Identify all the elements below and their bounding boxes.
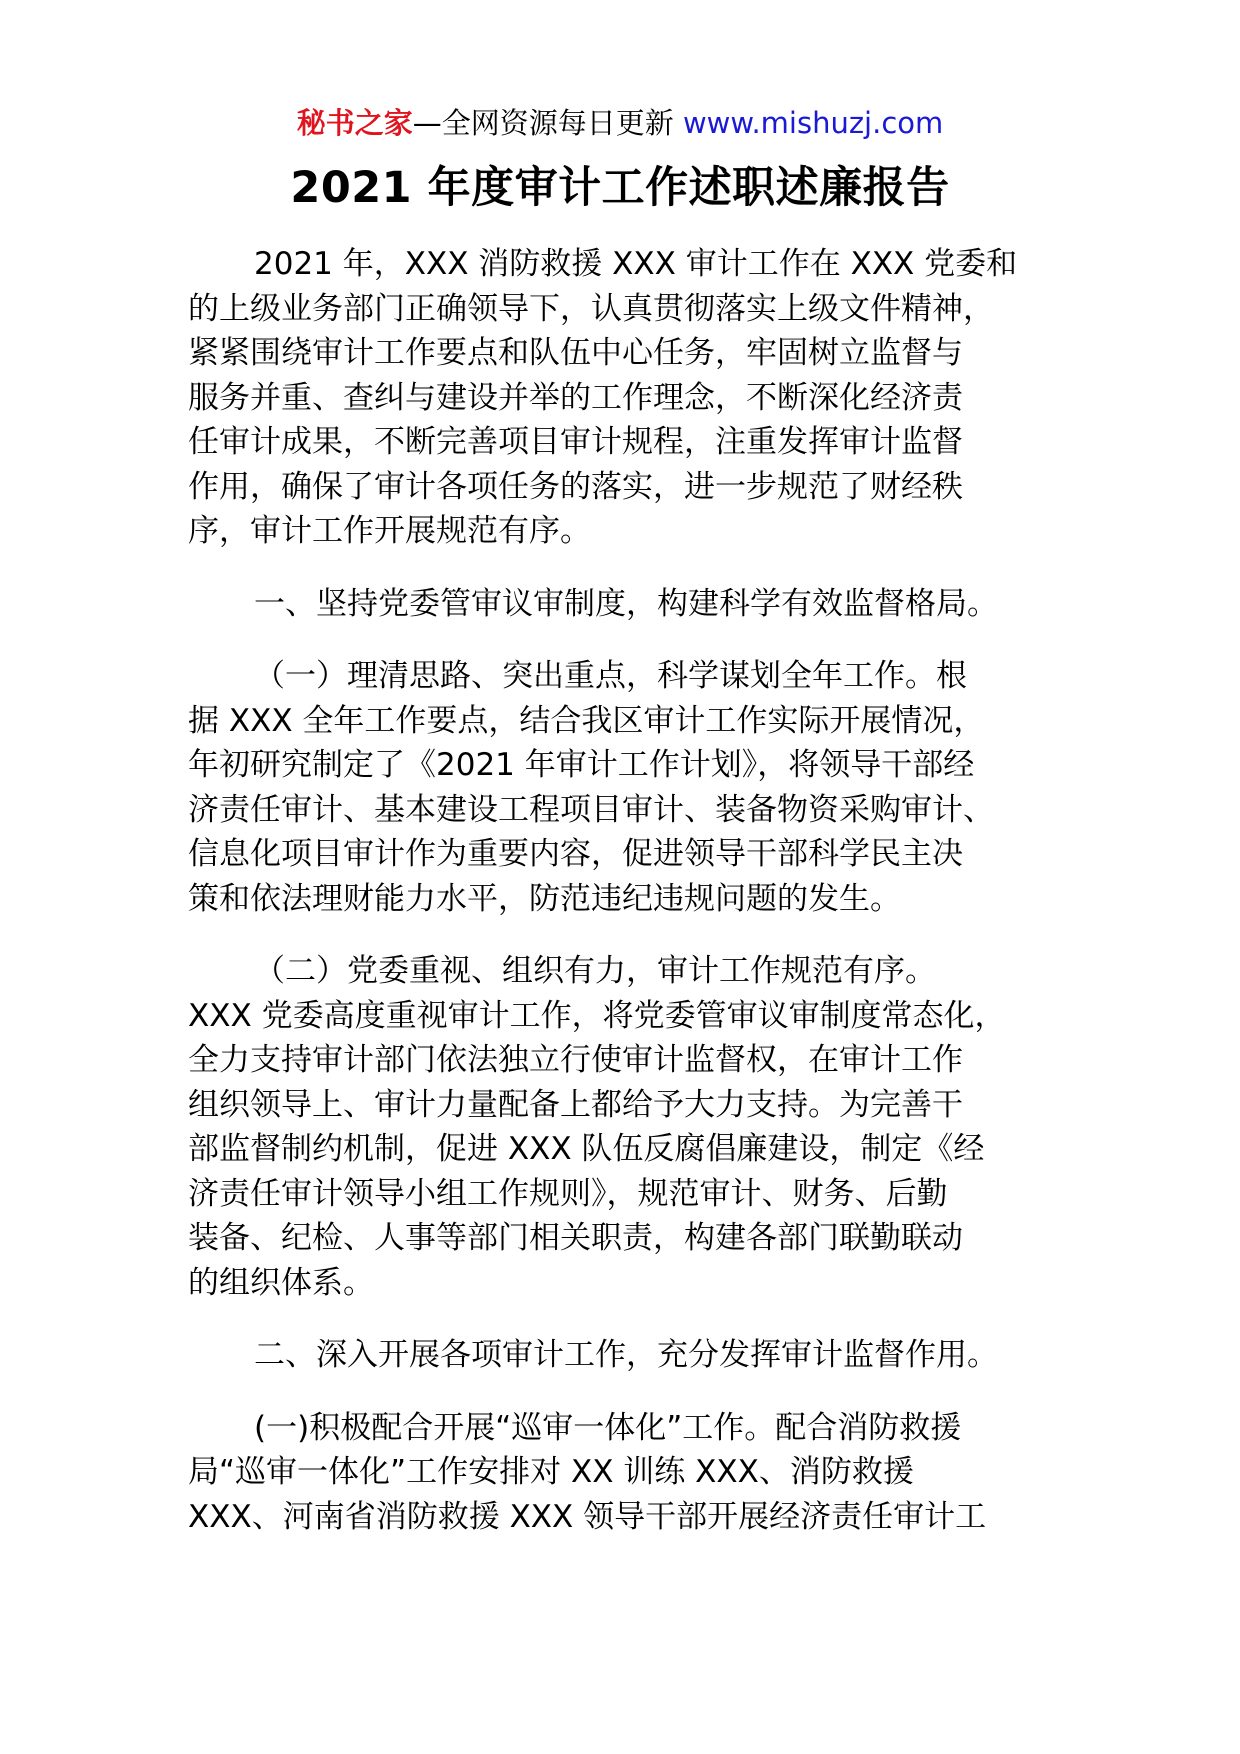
text-line: 部监督制约机制，促进 XXX 队伍反腐倡廉建设，制定《经 (188, 1131, 985, 1167)
text-line: 一、坚持党委管审议审制度，构建科学有效监督格局。 (254, 585, 998, 622)
text-line: 紧紧围绕审计工作要点和队伍中心任务，牢固树立监督与 (188, 335, 963, 371)
text-line: 的上级业务部门正确领导下，认真贯彻落实上级文件精神， (188, 290, 994, 327)
section-heading-1 (188, 582, 1058, 627)
site-brand: 秘书之家 (296, 106, 413, 140)
text-line: （二）党委重视、组织有力，审计工作规范有序。 (254, 953, 936, 989)
text-line: （一）理清思路、突出重点，科学谋划全年工作。根 (254, 658, 967, 694)
document-title: 2021 年度审计工作述职述廉报告 (290, 163, 950, 213)
text-line: 济责任审计、基本建设工程项目审计、装备物资采购审计、 (188, 791, 994, 828)
text-line: 序，审计工作开展规范有序。 (188, 513, 591, 549)
site-header (0, 103, 1240, 143)
text-line: 服务并重、查纠与建设并举的工作理念，不断深化经济责 (188, 379, 963, 416)
paragraph-2-1 (188, 1406, 1058, 1540)
paragraph-1-1 (188, 654, 1058, 921)
paragraph-1-2 (188, 949, 1058, 1305)
text-line: 的组织体系。 (188, 1264, 374, 1301)
text-line: XXX、河南省消防救援 XXX 领导干部开展经济责任审计工 (188, 1498, 987, 1535)
text-line: 济责任审计领导小组工作规则》，规范审计、财务、后勤 (188, 1175, 948, 1212)
site-tagline: —全网资源每日更新 (412, 106, 674, 140)
text-line: 二、深入开展各项审计工作，充分发挥审计监督作用。 (254, 1337, 998, 1373)
section-heading-2 (188, 1333, 1058, 1378)
text-line: 信息化项目审计作为重要内容，促进领导干部科学民主决 (188, 836, 963, 872)
paragraph-intro (188, 242, 1058, 554)
text-line: 2021 年，XXX 消防救援 XXX 审计工作在 XXX 党委和 (254, 246, 1018, 282)
text-line: 组织领导上、审计力量配备上都给予大力支持。为完善干 (188, 1086, 963, 1123)
text-line: 装备、纪检、人事等部门相关职责，构建各部门联勤联动 (188, 1220, 963, 1256)
text-line: 策和依法理财能力水平，防范违纪违规问题的发生。 (188, 880, 901, 917)
text-line: (一)积极配合开展“巡审一体化”工作。配合消防救援 (254, 1409, 962, 1446)
document-body (188, 242, 1058, 1567)
text-line: XXX 党委高度重视审计工作，将党委管审议审制度常态化， (188, 997, 1006, 1034)
text-line: 局“巡审一体化”工作安排对 XX 训练 XXX、消防救援 (188, 1454, 914, 1490)
text-line: 作用，确保了审计各项任务的落实，进一步规范了财经秩 (188, 468, 963, 505)
site-url-link[interactable]: www.mishuzj.com (682, 106, 944, 140)
text-line: 年初研究制定了《2021 年审计工作计划》，将领导干部经 (188, 747, 975, 783)
text-line: 全力支持审计部门依法独立行使审计监督权，在审计工作 (188, 1042, 963, 1078)
text-line: 任审计成果，不断完善项目审计规程，注重发挥审计监督 (188, 424, 963, 460)
text-line: 据 XXX 全年工作要点，结合我区审计工作实际开展情况， (188, 702, 985, 739)
